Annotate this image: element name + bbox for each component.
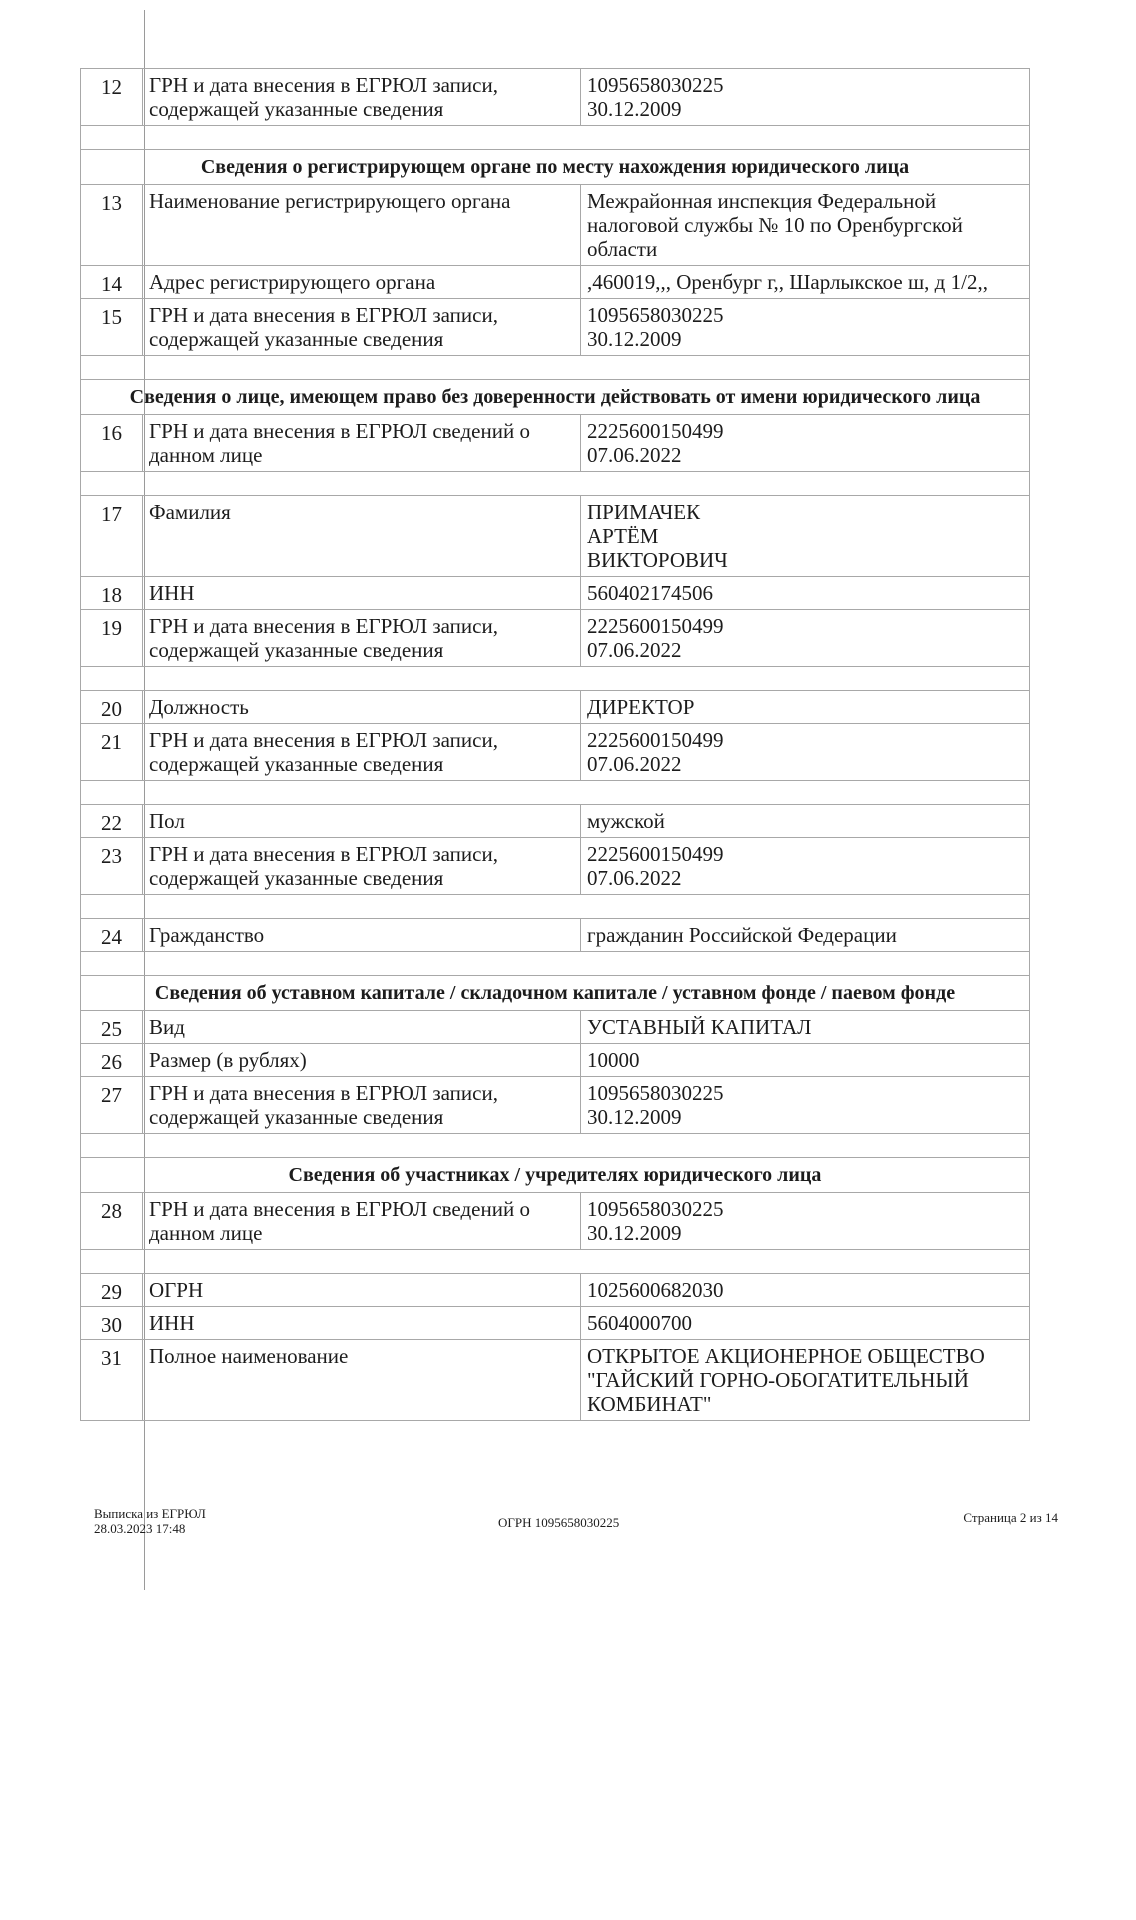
field-value: УСТАВНЫЙ КАПИТАЛ (587, 1015, 812, 1039)
table-row (80, 805, 1030, 838)
field-value: 2225600150499 07.06.2022 (587, 842, 724, 890)
field-label: ИНН (143, 1307, 581, 1339)
field-value: ОТКРЫТОЕ АКЦИОНЕРНОЕ ОБЩЕСТВО "ГАЙСКИЙ ГОРНО-ОБОГАТИТЕЛЬНЫЙ КОМБИНАТ" (587, 1344, 985, 1416)
section-header-row (80, 380, 1030, 415)
row-number: 31 (81, 1340, 143, 1420)
table-row (80, 838, 1030, 895)
field-label: Наименование регистрирующего органа (143, 185, 581, 265)
table-row (80, 299, 1030, 356)
field-label: ГРН и дата внесения в ЕГРЮЛ сведений о данном лице (143, 1193, 581, 1249)
footer-page-number: Страница 2 из 14 (963, 1510, 1058, 1525)
row-number: 26 (81, 1044, 143, 1076)
field-label: Гражданство (143, 919, 581, 951)
field-value: 1095658030225 30.12.2009 (587, 1081, 724, 1129)
spacer-row (80, 126, 1030, 150)
row-number: 16 (81, 415, 143, 471)
field-label: ГРН и дата внесения в ЕГРЮЛ записи, содержащей указанные сведения (143, 838, 581, 894)
field-value: 1025600682030 (587, 1278, 724, 1302)
spacer-row (80, 781, 1030, 805)
field-value: 10000 (587, 1048, 640, 1072)
field-label: Должность (143, 691, 581, 723)
egrul-extract-table (80, 68, 1030, 1421)
row-number: 24 (81, 919, 143, 951)
field-value: 560402174506 (587, 581, 713, 605)
footer-extract-datetime: 28.03.2023 17:48 (94, 1521, 186, 1536)
field-label: ОГРН (143, 1274, 581, 1306)
field-value: 1095658030225 30.12.2009 (587, 1197, 724, 1245)
row-number: 20 (81, 691, 143, 723)
spacer-row (80, 667, 1030, 691)
row-number: 19 (81, 610, 143, 666)
section-title: Сведения об участниках / учредителях юридического лица (288, 1164, 822, 1186)
table-row (80, 919, 1030, 952)
section-title: Сведения об уставном капитале / складочном капитале / уставном фонде / паевом фонде (154, 982, 956, 1004)
row-number: 27 (81, 1077, 143, 1133)
field-label: Полное наименование (143, 1340, 581, 1420)
spacer-row (80, 952, 1030, 976)
table-row (80, 724, 1030, 781)
table-row (80, 691, 1030, 724)
field-label: ГРН и дата внесения в ЕГРЮЛ записи, содержащей указанные сведения (143, 1077, 581, 1133)
field-value: Межрайонная инспекция Федеральной налоговой службы № 10 по Оренбургской области (587, 189, 963, 261)
table-row (80, 68, 1030, 126)
table-row (80, 610, 1030, 667)
field-value: 2225600150499 07.06.2022 (587, 419, 724, 467)
field-value: 2225600150499 07.06.2022 (587, 614, 724, 662)
field-value: 2225600150499 07.06.2022 (587, 728, 724, 776)
table-row (80, 1077, 1030, 1134)
field-label: Фамилия (143, 496, 581, 576)
footer-ogrn: ОГРН 1095658030225 (498, 1515, 620, 1530)
field-value: мужской (587, 809, 665, 833)
field-label: ГРН и дата внесения в ЕГРЮЛ записи, содержащей указанные сведения (143, 299, 581, 355)
row-number: 18 (81, 577, 143, 609)
field-label: ГРН и дата внесения в ЕГРЮЛ сведений о данном лице (143, 415, 581, 471)
field-value: 5604000700 (587, 1311, 692, 1335)
field-value: гражданин Российской Федерации (587, 923, 897, 947)
section-title: Сведения о регистрирующем органе по месту нахождения юридического лица (200, 156, 910, 178)
footer-extract-title: Выписка из ЕГРЮЛ (94, 1506, 206, 1521)
field-value: ПРИМАЧЕК АРТЁМ ВИКТОРОВИЧ (587, 500, 728, 572)
field-label: ГРН и дата внесения в ЕГРЮЛ записи, содержащей указанные сведения (143, 610, 581, 666)
table-row (80, 266, 1030, 299)
row-number: 21 (81, 724, 143, 780)
field-value: ДИРЕКТОР (587, 695, 695, 719)
field-value: 1095658030225 30.12.2009 (587, 73, 724, 121)
section-header-row (80, 150, 1030, 185)
field-label: Размер (в рублях) (143, 1044, 581, 1076)
row-number: 23 (81, 838, 143, 894)
field-label: ГРН и дата внесения в ЕГРЮЛ записи, содержащей указанные сведения (143, 69, 581, 125)
row-number: 12 (81, 69, 143, 125)
table-row (80, 496, 1030, 577)
table-row (80, 577, 1030, 610)
row-number: 14 (81, 266, 143, 298)
table-row (80, 1193, 1030, 1250)
table-row (80, 1011, 1030, 1044)
field-value: 1095658030225 30.12.2009 (587, 303, 724, 351)
spacer-row (80, 895, 1030, 919)
row-number: 29 (81, 1274, 143, 1306)
field-label: Адрес регистрирующего органа (143, 266, 581, 298)
table-row (80, 185, 1030, 266)
row-number: 28 (81, 1193, 143, 1249)
field-label: Вид (143, 1011, 581, 1043)
footer-extract-info (94, 1506, 206, 1536)
row-number: 22 (81, 805, 143, 837)
row-number: 13 (81, 185, 143, 265)
row-number: 30 (81, 1307, 143, 1339)
spacer-row (80, 1250, 1030, 1274)
table-row (80, 1307, 1030, 1340)
section-title: Сведения о лице, имеющем право без доверенности действовать от имени юридического лица (129, 386, 981, 408)
section-header-row (80, 976, 1030, 1011)
spacer-row (80, 472, 1030, 496)
spacer-row (80, 1134, 1030, 1158)
row-number: 17 (81, 496, 143, 576)
field-label: ИНН (143, 577, 581, 609)
section-header-row (80, 1158, 1030, 1193)
field-value: ,460019,,, Оренбург г,, Шарлыкское ш, д 1/2,, (587, 270, 988, 294)
table-row (80, 1044, 1030, 1077)
table-row (80, 415, 1030, 472)
table-row (80, 1274, 1030, 1307)
table-row (80, 1340, 1030, 1421)
field-label: Пол (143, 805, 581, 837)
spacer-row (80, 356, 1030, 380)
row-number: 25 (81, 1011, 143, 1043)
row-number: 15 (81, 299, 143, 355)
field-label: ГРН и дата внесения в ЕГРЮЛ записи, содержащей указанные сведения (143, 724, 581, 780)
